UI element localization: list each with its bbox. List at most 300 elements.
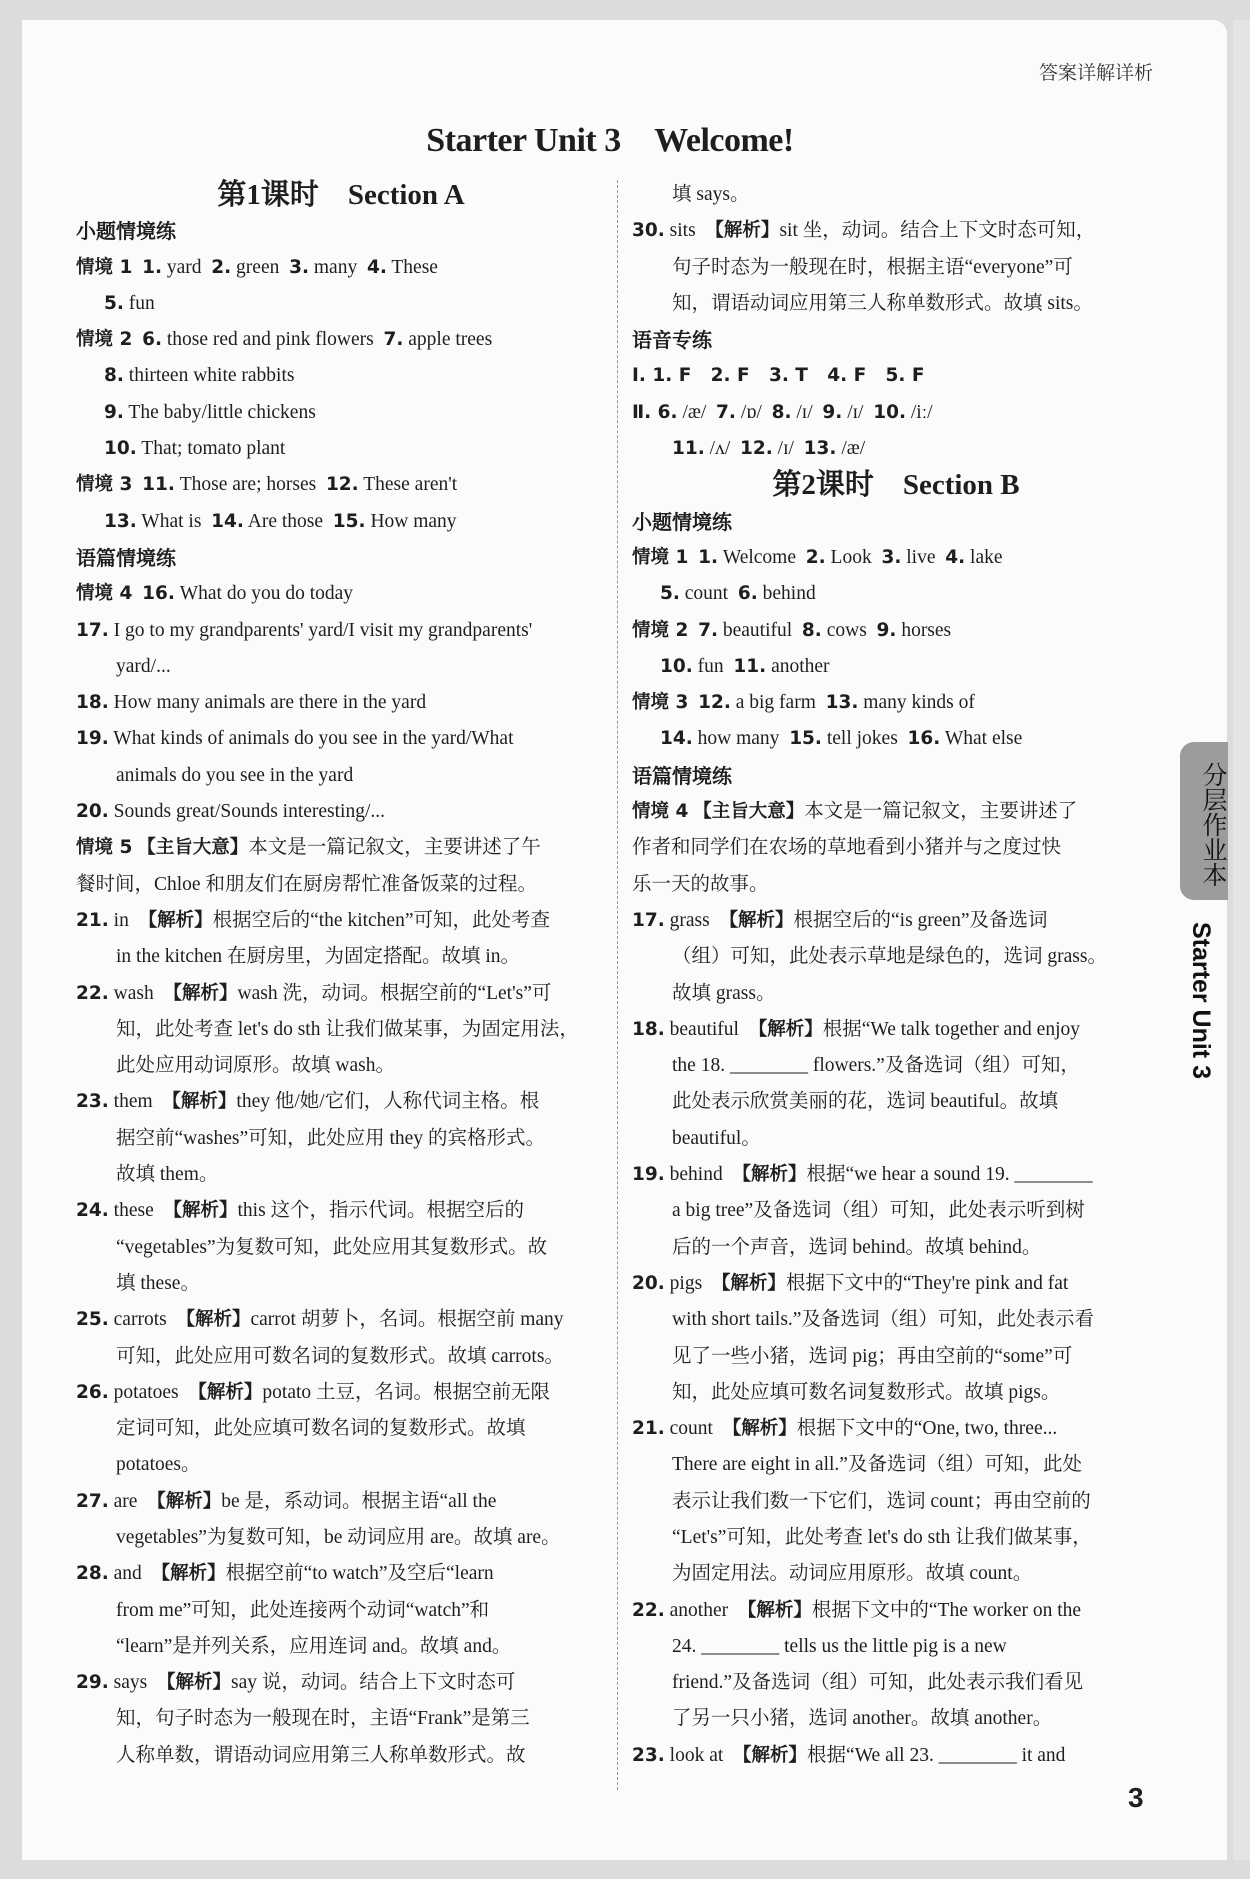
answer-line <box>76 1193 606 1229</box>
bold-label: 17. <box>76 619 109 641</box>
answer-line <box>632 540 1160 576</box>
text: in the kitchen 在厨房里，为固定搭配。故填 in。 <box>116 946 521 968</box>
answer-line <box>632 685 1160 721</box>
text: /æ/ <box>836 438 866 460</box>
text: 知，谓语动词应用第三人称单数形式。故填 sits。 <box>672 292 1093 314</box>
text: 根据空后的“is green”及备选词 <box>793 909 1048 931</box>
text: how many <box>692 728 790 750</box>
bold-label: Ⅱ. 6. <box>632 401 678 423</box>
answer-line <box>76 322 606 358</box>
text: behind <box>757 583 816 605</box>
page-number: 3 <box>1128 1782 1144 1813</box>
text: 根据下文中的“They're pink and fat <box>785 1272 1069 1294</box>
answer-line-indented <box>76 431 606 467</box>
bold-label: 23. <box>76 1091 109 1113</box>
text: Look <box>825 546 882 568</box>
text: 故填 grass。 <box>672 982 776 1004</box>
text <box>688 692 698 713</box>
text: What is <box>136 510 212 532</box>
answer-continuation <box>632 1121 1160 1157</box>
text: 作者和同学们在农场的草地看到小猪并与之度过快 <box>632 837 1062 859</box>
bold-label: 24. <box>76 1200 109 1222</box>
bold-label: 11. <box>672 438 705 460</box>
text: say 说，动词。结合上下文时态可 <box>231 1672 516 1694</box>
answer-continuation <box>76 1411 606 1447</box>
bold-label: 22. <box>632 1599 665 1621</box>
answer-continuation <box>632 1230 1160 1266</box>
text <box>132 583 142 604</box>
answer-continuation <box>76 939 606 975</box>
bold-label: 14. <box>660 728 693 750</box>
bold-label: 19. <box>632 1164 665 1186</box>
text: These <box>386 256 438 278</box>
bold-label: 26. <box>76 1381 109 1403</box>
bold-label: 6. <box>737 583 758 605</box>
text: /ʌ/ <box>704 438 740 460</box>
text: fun <box>692 655 734 677</box>
text <box>132 257 142 278</box>
bold-label: 2. <box>211 256 232 278</box>
text: 此处应用动词原形。故填 wash。 <box>116 1055 395 1077</box>
answer-line <box>76 576 606 612</box>
answer-line <box>76 867 606 903</box>
text: 本文是一篇记叙文，主要讲述了午 <box>248 837 541 859</box>
answer-line <box>76 1084 606 1120</box>
bold-label: 【解析】 <box>732 1164 807 1186</box>
left-column <box>76 177 606 1774</box>
text: yard/... <box>116 655 171 677</box>
answer-continuation <box>76 1447 606 1483</box>
bold-label: 【解析】 <box>188 1381 263 1403</box>
bold-label: 25. <box>76 1309 109 1331</box>
bold-label: 21. <box>76 909 109 931</box>
answer-continuation <box>76 1593 606 1629</box>
answer-continuation <box>632 1339 1160 1375</box>
answer-continuation <box>632 1084 1160 1120</box>
text: beautiful <box>664 1018 749 1040</box>
bold-label: 【解析】 <box>711 1272 786 1294</box>
text: 根据空后的“the kitchen”可知，此处考查 <box>212 909 550 931</box>
text: carrots <box>108 1309 177 1331</box>
bold-label: 情境 2 <box>76 329 133 351</box>
text <box>132 329 142 350</box>
text: 根据下文中的“One, two, three... <box>796 1418 1058 1440</box>
text: behind <box>664 1164 733 1186</box>
answer-line-indented <box>632 721 1160 757</box>
text: friend.”及备选词（组）可知，此处表示我们看见 <box>672 1672 1084 1694</box>
answer-continuation <box>632 1665 1160 1701</box>
bold-label: 7. <box>698 619 718 641</box>
answer-continuation <box>632 1302 1160 1338</box>
bold-label: 8. <box>771 401 792 423</box>
answer-continuation <box>76 758 606 794</box>
text: 了另一只小猪，选词 another。故填 another。 <box>672 1708 1053 1730</box>
section-heading <box>632 467 1160 503</box>
text: 根据空前“to watch”及空后“learn <box>225 1563 494 1585</box>
bold-label: Ⅰ. 1. F 2. F 3. T 4. F 5. F <box>632 365 925 387</box>
bold-label: 9. <box>876 619 897 641</box>
answer-continuation <box>632 1048 1160 1084</box>
bold-label: 18. <box>632 1018 665 1040</box>
bold-label: 【解析】 <box>748 1018 823 1040</box>
subsection-heading <box>632 504 1160 540</box>
bold-label: 22. <box>76 982 109 1004</box>
bold-label: 1. <box>142 256 162 278</box>
text: 定词可知，此处应填可数名词的复数形式。故填 <box>116 1418 526 1440</box>
bold-label: 5. <box>104 292 124 314</box>
answer-continuation <box>76 649 606 685</box>
bold-label: 11. <box>142 474 175 496</box>
text: from me”可知，此处连接两个动词“watch”和 <box>116 1599 490 1621</box>
answer-line-indented <box>76 358 606 394</box>
text: a big farm <box>730 692 826 714</box>
answer-line <box>632 867 1160 903</box>
text: apple trees <box>403 329 493 351</box>
bold-label: 28. <box>76 1563 109 1585</box>
answer-continuation <box>632 1193 1160 1229</box>
text: 填 these。 <box>116 1272 200 1294</box>
answer-continuation <box>76 1738 606 1774</box>
text: What else <box>940 728 1023 750</box>
text: 可知，此处应用可数名词的复数形式。故填 carrots。 <box>116 1345 564 1367</box>
answer-line <box>632 1157 1160 1193</box>
text <box>688 620 698 641</box>
answer-line <box>632 213 1160 249</box>
answer-continuation <box>76 1012 606 1048</box>
answer-line <box>76 467 606 503</box>
unit-title: Starter Unit 3 Welcome! <box>426 122 794 159</box>
bold-label: 【解析】 <box>733 1744 808 1766</box>
text: cows <box>821 619 877 641</box>
text: lake <box>965 546 1003 568</box>
text: “vegetables”为复数可知，此处应用其复数形式。故 <box>116 1236 548 1258</box>
bold-label: 情境 1 <box>632 546 689 568</box>
bold-label: 【主旨大意】 <box>137 837 249 859</box>
text: 为固定用法。动词应用原形。故填 count。 <box>672 1563 1033 1585</box>
text: tell jokes <box>821 728 908 750</box>
bold-label: 19. <box>76 728 109 750</box>
bold-label: 23. <box>632 1744 665 1766</box>
text: Sounds great/Sounds interesting/... <box>108 801 386 823</box>
answer-line-indented <box>76 395 606 431</box>
bold-label: 情境 3 <box>632 692 689 714</box>
text: 语篇情境练 <box>76 545 176 570</box>
bold-label: 12. <box>740 438 773 460</box>
text: 24. ________ tells us the little pig is a new <box>672 1635 1007 1657</box>
text: /ɪ/ <box>791 401 823 423</box>
answer-continuation <box>76 1121 606 1157</box>
text: /iː/ <box>905 401 933 423</box>
text: 餐时间，Chloe 和朋友们在厨房帮忙准备饭菜的过程。 <box>76 873 537 895</box>
answer-continuation <box>632 286 1160 322</box>
text: carrot 胡萝卜，名词。根据空前 many <box>250 1309 564 1331</box>
page-edge <box>1233 20 1250 1860</box>
text: 人称单数，谓语动词应用第三人称单数形式。故 <box>116 1744 526 1766</box>
text: 根据“We talk together and enjoy <box>822 1018 1080 1040</box>
text: 第2课时 Section B <box>772 469 1020 502</box>
text: “learn”是并列关系，应用连词 and。故填 and。 <box>116 1635 512 1657</box>
answer-line <box>632 395 1160 431</box>
text: 根据“We all 23. ________ it and <box>807 1744 1066 1766</box>
text: yard <box>161 256 212 278</box>
text: horses <box>896 619 952 641</box>
bold-label: 情境 2 <box>632 619 689 641</box>
answer-line <box>632 830 1160 866</box>
text: animals do you see in the yard <box>116 764 354 786</box>
bold-label: 3. <box>881 546 902 568</box>
answer-line <box>76 613 606 649</box>
answer-line <box>76 794 606 830</box>
text: they 他/她/它们，人称代词主格。根 <box>236 1091 540 1113</box>
bold-label: 21. <box>632 1418 665 1440</box>
text: green <box>231 256 290 278</box>
text: in <box>108 909 139 931</box>
text: them <box>108 1091 163 1113</box>
bold-label: 【解析】 <box>157 1672 232 1694</box>
text: look at <box>664 1744 734 1766</box>
answer-continuation <box>632 1375 1160 1411</box>
text: 语音专练 <box>632 328 712 353</box>
text: those red and pink flowers <box>161 329 384 351</box>
bold-label: 20. <box>632 1272 665 1294</box>
bold-label: 11. <box>733 655 767 677</box>
bold-label: 14. <box>211 510 244 532</box>
answer-line <box>76 1484 606 1520</box>
text: 句子时态为一般现在时，根据主语“everyone”可 <box>672 256 1073 278</box>
text: are <box>108 1490 148 1512</box>
bold-label: 8. <box>801 619 822 641</box>
answer-line <box>76 250 606 286</box>
text: How many animals are there in the yard <box>108 692 427 714</box>
answer-line <box>76 830 606 866</box>
text: another <box>664 1599 738 1621</box>
answer-continuation <box>632 177 1160 213</box>
answer-continuation <box>632 1520 1160 1556</box>
text: vegetables”为复数可知，be 动词应用 are。故填 are。 <box>116 1526 561 1548</box>
answer-line <box>632 1411 1160 1447</box>
text: 知，此处考查 let's do sth 让我们做某事，为固定用法， <box>116 1018 579 1040</box>
bold-label: 12. <box>325 474 359 496</box>
text: beautiful。 <box>672 1127 761 1149</box>
bold-label: 10. <box>660 655 693 677</box>
text: /ɒ/ <box>735 401 772 423</box>
bold-label: 【解析】 <box>722 1418 797 1440</box>
text: live <box>901 546 946 568</box>
text: What do you do today <box>174 583 354 605</box>
subsection-heading <box>632 758 1160 794</box>
answer-line <box>632 903 1160 939</box>
bold-label: 10. <box>104 438 137 460</box>
bold-label: 情境 4 <box>632 801 689 823</box>
bold-label: 【解析】 <box>719 909 794 931</box>
text: 表示让我们数一下它们，选词 count；再由空前的 <box>672 1490 1091 1512</box>
subsection-heading <box>632 322 1160 358</box>
answer-continuation <box>632 1556 1160 1592</box>
answer-line <box>76 1556 606 1592</box>
bold-label: 1. <box>698 546 718 568</box>
bold-label: 情境 1 <box>76 256 133 278</box>
text: 此处表示欣赏美丽的花，选词 beautiful。故填 <box>672 1091 1059 1113</box>
bold-label: 情境 3 <box>76 474 133 496</box>
text: many kinds of <box>858 692 975 714</box>
subsection-heading <box>76 213 606 249</box>
answer-line <box>632 1593 1160 1629</box>
text: the 18. ________ flowers.”及备选词（组）可知， <box>672 1055 1080 1077</box>
text: this 这个，指示代词。根据空后的 <box>237 1200 525 1222</box>
text <box>688 547 698 568</box>
bold-label: 12. <box>698 692 731 714</box>
answer-line <box>76 976 606 1012</box>
right-column <box>632 177 1160 1774</box>
answer-line <box>632 1738 1160 1774</box>
text: beautiful <box>717 619 802 641</box>
answer-line <box>76 1375 606 1411</box>
text: count <box>679 583 738 605</box>
text: grass <box>664 909 720 931</box>
side-unit-label: Starter Unit 3 <box>1187 922 1215 1079</box>
bold-label: 【解析】 <box>163 1200 238 1222</box>
bold-label: 情境 5 <box>76 837 133 859</box>
section-heading <box>76 177 606 213</box>
text: fun <box>123 292 155 314</box>
text: 第1课时 Section A <box>217 179 465 211</box>
text: How many <box>365 510 457 532</box>
text: 后的一个声音，选词 behind。故填 behind。 <box>672 1236 1042 1258</box>
bold-label: 30. <box>632 220 665 242</box>
text: What kinds of animals do you see in the yard/What <box>108 728 514 750</box>
text: （组）可知，此处表示草地是绿色的，选词 grass。 <box>672 946 1107 968</box>
text: 根据下文中的“The worker on the <box>811 1599 1082 1621</box>
answer-line-indented <box>632 649 1160 685</box>
bold-label: 【解析】 <box>138 909 213 931</box>
answer-line <box>76 721 606 757</box>
text: 乐一天的故事。 <box>632 873 769 895</box>
bold-label: 【解析】 <box>176 1309 251 1331</box>
text: 本文是一篇记叙文，主要讲述了 <box>804 801 1078 823</box>
text <box>132 474 142 495</box>
text: Are those <box>243 510 333 532</box>
bold-label: 8. <box>104 365 124 387</box>
text: The baby/little chickens <box>123 401 316 423</box>
text: “Let's”可知，此处考查 let's do sth 让我们做某事， <box>672 1526 1092 1548</box>
bold-label: 3. <box>289 256 310 278</box>
answer-continuation <box>76 1230 606 1266</box>
answer-continuation <box>76 1339 606 1375</box>
bold-label: 情境 4 <box>76 583 133 605</box>
answer-continuation <box>632 431 1160 467</box>
bold-label: 【主旨大意】 <box>693 801 805 823</box>
bold-label: 16. <box>907 728 941 750</box>
answer-continuation <box>76 1701 606 1737</box>
answer-line-indented <box>76 286 606 322</box>
answer-continuation <box>76 1157 606 1193</box>
answer-continuation <box>632 939 1160 975</box>
text: 小题情境练 <box>76 219 176 244</box>
answer-continuation <box>632 1447 1160 1483</box>
text: 根据“we hear a sound 19. ________ <box>806 1164 1093 1186</box>
bold-label: 15. <box>789 728 822 750</box>
answer-line <box>76 1302 606 1338</box>
answer-continuation <box>632 1484 1160 1520</box>
answer-continuation <box>76 1048 606 1084</box>
answer-line <box>76 903 606 939</box>
text: 知，句子时态为一般现在时，主语“Frank”是第三 <box>116 1708 530 1730</box>
text: /ɪ/ <box>772 438 804 460</box>
bold-label: 2. <box>805 546 826 568</box>
bold-label: 【解析】 <box>705 220 780 242</box>
text: sit 坐，动词。结合上下文时态可知， <box>779 220 1096 242</box>
text: That; tomato plant <box>136 438 286 460</box>
answer-line <box>632 794 1160 830</box>
bold-label: 【解析】 <box>163 982 238 1004</box>
text: be 是，系动词。根据主语“all the <box>221 1490 497 1512</box>
bold-label: 【解析】 <box>162 1091 237 1113</box>
bold-label: 13. <box>803 438 837 460</box>
text: potato 土豆，名词。根据空前无限 <box>262 1381 551 1403</box>
text: count <box>664 1418 723 1440</box>
bold-label: 7. <box>383 329 404 351</box>
bold-label: 【解析】 <box>147 1490 222 1512</box>
text: Welcome <box>717 546 806 568</box>
bold-label: 6. <box>142 329 162 351</box>
bold-label: 9. <box>822 401 843 423</box>
text: /æ/ <box>677 401 717 423</box>
bold-label: 18. <box>76 692 109 714</box>
answer-line <box>632 358 1160 394</box>
answer-line-indented <box>632 576 1160 612</box>
text: wash <box>108 982 164 1004</box>
text: these <box>108 1200 164 1222</box>
text: a big tree”及备选词（组）可知，此处表示听到树 <box>672 1200 1085 1222</box>
header-label: 答案详解详析 <box>1038 62 1153 84</box>
bold-label: 15. <box>332 510 366 532</box>
text: another <box>766 655 830 677</box>
text: thirteen white rabbits <box>123 365 295 387</box>
column-divider <box>617 180 618 1790</box>
bold-label: 29. <box>76 1672 109 1694</box>
side-tab: 分层作业本 <box>1180 742 1228 900</box>
answer-line <box>632 613 1160 649</box>
answer-line <box>632 1266 1160 1302</box>
text: 语篇情境练 <box>632 763 732 788</box>
text: 见了一些小猪，选词 pig；再由空前的“some”可 <box>672 1345 1073 1367</box>
text: These aren't <box>358 474 458 496</box>
text: and <box>108 1563 152 1585</box>
text: potatoes <box>108 1381 189 1403</box>
bold-label: 9. <box>104 401 124 423</box>
bold-label: 7. <box>716 401 736 423</box>
bold-label: 16. <box>142 583 175 605</box>
answer-line <box>76 1665 606 1701</box>
text: sits <box>664 220 706 242</box>
bold-label: 17. <box>632 909 665 931</box>
text: 故填 them。 <box>116 1164 219 1186</box>
bold-label: 【解析】 <box>151 1563 226 1585</box>
bold-label: 13. <box>104 510 137 532</box>
text: with short tails.”及备选词（组）可知，此处表示看 <box>672 1309 1094 1331</box>
answer-line <box>76 685 606 721</box>
text: many <box>309 256 367 278</box>
text: potatoes。 <box>116 1454 201 1476</box>
text: pigs <box>664 1272 712 1294</box>
answer-continuation <box>76 1629 606 1665</box>
answer-continuation <box>632 976 1160 1012</box>
bold-label: 5. <box>660 583 680 605</box>
bold-label: 27. <box>76 1490 109 1512</box>
answer-line <box>632 1012 1160 1048</box>
text: 知，此处应填可数名词复数形式。故填 pigs。 <box>672 1381 1061 1403</box>
text: 填 says。 <box>672 184 750 205</box>
